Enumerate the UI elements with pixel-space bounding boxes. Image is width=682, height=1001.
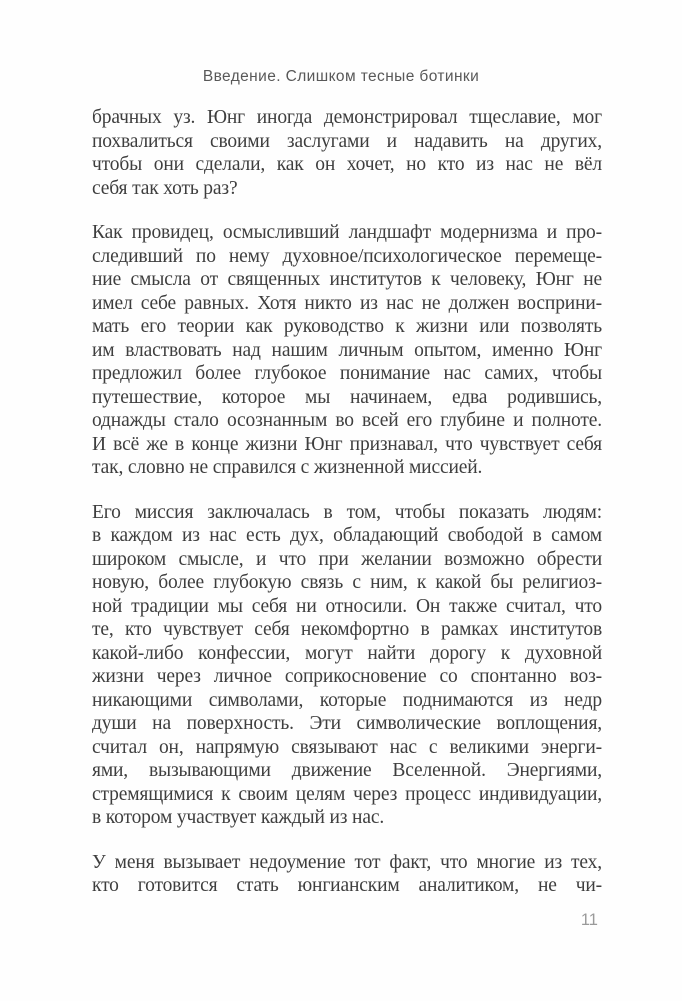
text-line: стремящимися к своим целям через процесс индивидуации,: [92, 783, 602, 805]
text-line: широком смысле, и что при желании возможно обрести: [92, 548, 602, 570]
text-line: в каждом из нас есть дух, обладающий свободой в самом: [92, 525, 602, 546]
text-line: похвалиться своими заслугами и надавить на других,: [92, 130, 602, 152]
text-line: никающими символами, которые поднимаются из недр: [92, 689, 602, 711]
body-text: [92, 106, 602, 898]
text-line: в котором участвует каждый из нас.: [92, 807, 385, 828]
paragraph: [92, 851, 602, 898]
text-line: им властвовать над нашим личным опытом, именно Юнг: [92, 339, 602, 361]
text-line: путешествие, которое мы начинаем, едва родившись,: [92, 386, 602, 408]
text-line: жизни через личное соприкосновение со спонтанно воз-: [92, 666, 602, 687]
text-line: предложил более глубокое понимание нас самих, чтобы: [92, 363, 602, 384]
page-number: 11: [580, 911, 598, 929]
text-line: имел себе равных. Хотя никто из нас не должен восприни-: [92, 292, 602, 314]
paragraph: [92, 221, 602, 480]
text-line: так, словно не справился с жизненной миссией.: [92, 457, 483, 478]
paragraph: [92, 501, 602, 830]
text-line: новую, более глубокую связь с ним, к какой бы религиоз-: [92, 572, 602, 593]
text-line: И всё же в конце жизни Юнг признавал, что чувствует себя: [92, 433, 602, 455]
text-line: однажды стало осознанным во всей его глубине и полноте.: [92, 410, 602, 431]
text-line: брачных уз. Юнг иногда демонстрировал тщеславие, мог: [92, 107, 602, 128]
text-line: У меня вызывает недоумение тот факт, что многие из тех,: [92, 851, 602, 873]
text-line: Как провидец, осмысливший ландшафт модернизма и про-: [92, 222, 602, 243]
text-line: мать его теории как руководство к жизни или позволять: [92, 316, 602, 337]
paragraph: [92, 106, 602, 200]
text-line: ной традиции мы себя ни относили. Он также считал, что: [92, 595, 602, 617]
text-line: кто готовится стать юнгианским аналитиком, не чи-: [92, 875, 602, 896]
text-line: себя так хоть раз?: [92, 177, 238, 199]
text-line: следивший по нему духовное/психологическое перемеще-: [92, 245, 602, 267]
text-line: души на поверхность. Эти символические воплощения,: [92, 713, 602, 734]
text-line: какой-либо конфессии, могут найти дорогу к духовной: [92, 642, 602, 664]
text-line: Его миссия заключалась в том, чтобы показать людям:: [92, 501, 602, 523]
text-line: ями, вызывающими движение Вселенной. Энергиями,: [92, 760, 602, 781]
text-line: считал он, напрямую связывают нас с великими энерги-: [92, 736, 602, 758]
running-header: Введение. Слишком тесные ботинки: [202, 68, 480, 85]
text-line: чтобы они сделали, как он хочет, но кто из нас не вёл: [92, 154, 602, 175]
text-line: ние смысла от священных институтов к человеку, Юнг не: [92, 269, 602, 290]
text-line: те, кто чувствует себя некомфортно в рамках институтов: [92, 619, 602, 640]
